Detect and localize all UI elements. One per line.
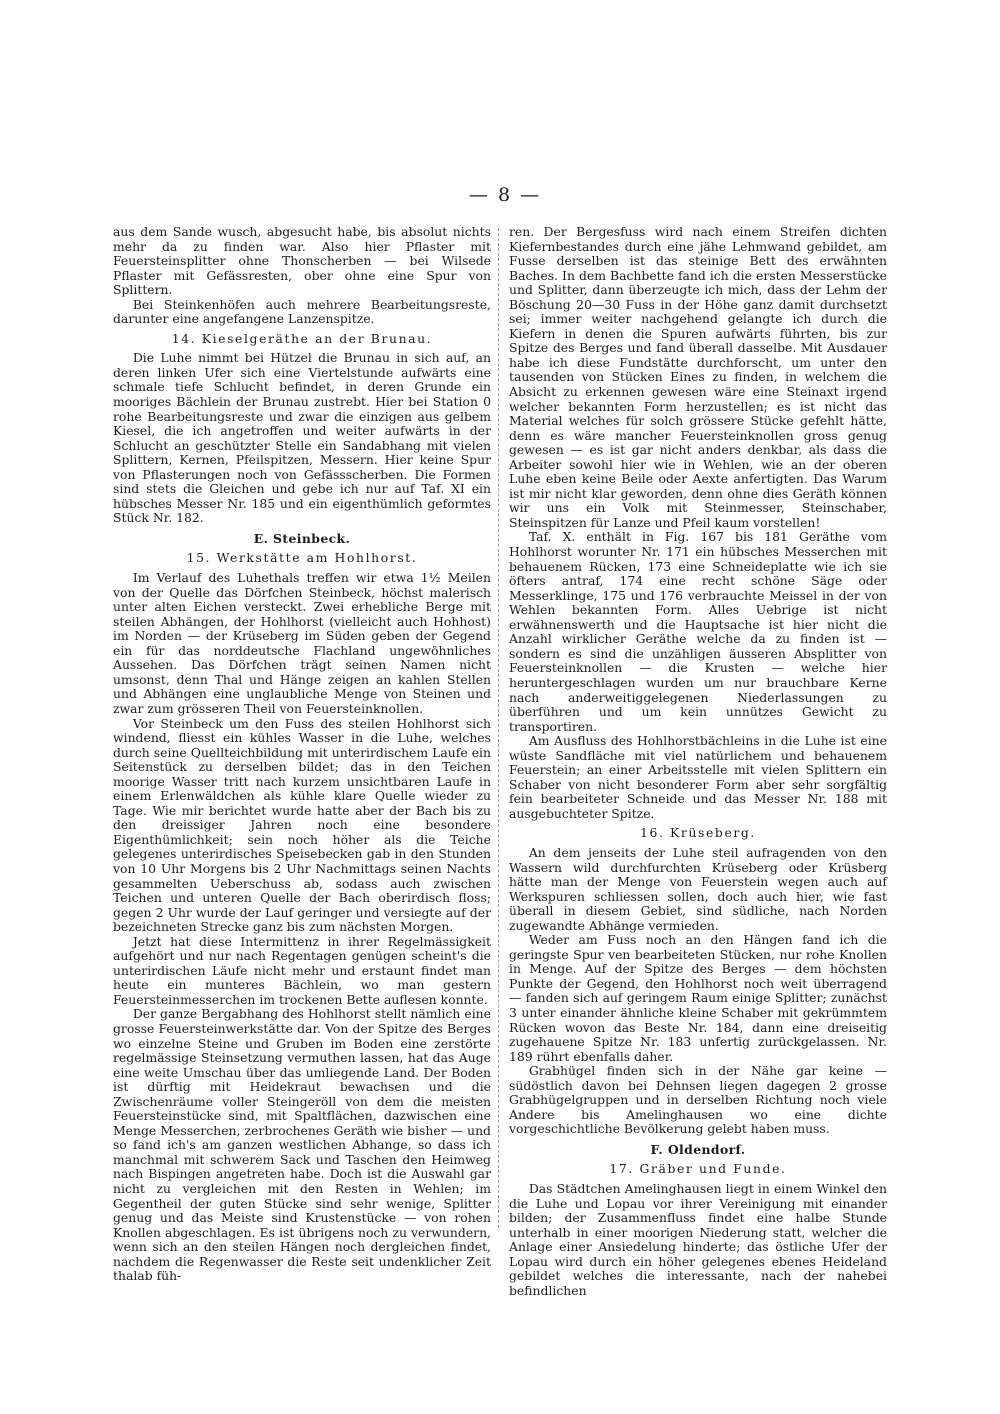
chapter-heading: E. Steinbeck. (253, 530, 351, 546)
left-column (113, 225, 491, 1284)
section-heading: 16. Krüseberg. (640, 825, 756, 841)
page-number: — 8 — (468, 184, 542, 206)
paragraph: Der ganze Bergabhang des Hohlhorst stellt nämlich eine grosse Feuersteinwerkstätte dar. Von der Spitze des Berges wo einzelne Steine und Gruben im Boden eine zerstörte regelmässige Steinsetzung vermuthen lassen, hat das Auge eine weite Umschau über das umliegende Land. Der Boden ist dürftig mit Heidekraut bewachsen und die Zwischenräume voller Steingeröll von dem die meisten Feuersteinstücke sind, mit Spaltflächen, dazwischen eine Menge Messerchen, zerbrochenes Geräth wie bisher — und so fand ich's am ganzen westlichen Abhange, so dass ich manchmal mit schwerem Sack und Taschen den Heimweg nach Bispingen angetreten habe. Doch ist die Auswahl gar nicht zu vergleichen mit den Resten in Wehlen; im Gegentheil der guten Stücke sind sehr wenige, Splitter genug und das Meiste sind Krustenstücke — von rohen Knollen abgeschlagen. Es ist übrigens noch zu verwundern, wenn sich an den steilen Hängen noch dergleichen findet, nachdem die Regenwasser die Reste seit undenklicher Zeit thalab füh- (113, 1006, 491, 1284)
right-column (509, 225, 887, 1298)
paragraph: Taf. X. enthält in Fig. 167 bis 181 Geräthe vom Hohlhorst worunter Nr. 171 ein hübsches Messerchen mit behauenem Rücken, 173 eine Schneideplatte wie ich sie öfters antraf, 174 eine recht schöne Säge oder Messerklinge, 175 und 176 verbrauchte Meissel in der von Wehlen bekannten Form. Alles Uebrige ist nicht erwähnenswerth und die Hauptsache ist hier nicht die Anzahl wirklicher Geräthe welche da zu finden ist — sondern es sind die unzähligen äusseren Absplitter von Feuersteinknollen — die Krusten — welche hier heruntergeschlagen wurden um nur brauchbare Kerne nach anderweitiggelegenen Niederlassungen zu überführen und um kein unnützes Gewicht zu transportiren. (509, 529, 887, 734)
paragraph: Das Städtchen Amelinghausen liegt in einem Winkel den die Luhe und Lopau vor ihrer Vereinigung mit einander bilden; der Zusammenfluss findet eine halbe Stunde unterhalb in einer moorigen Niederung statt, welcher die Anlage einer Ansiedelung hinderte; das östliche Ufer der Lopau wird durch ein höher gelegenes ebenes Heideland gebildet welches die interessante, nach der nahebei befindlichen (509, 1181, 887, 1298)
paragraph: aus dem Sande wusch, abgesucht habe, bis absolut nichts mehr da zu finden war. Also hier Pflaster mit Feuersteinsplitter ohne Thonscherben — bei Wilsede Pflaster mit Gefässresten, ober ohne eine Spur von Splittern. (113, 224, 491, 298)
paragraph: Jetzt hat diese Intermittenz in ihrer Regelmässigkeit aufgehört und nur nach Regentagen genügen scheint's die unterirdischen Läufe nicht mehr und erstaunt findet man heute ein munteres Bächlein, wo man gestern Feuersteinmesserchen im trockenen Bette auflesen konnte. (113, 933, 491, 1007)
chapter-heading: F. Oldendorf. (650, 1141, 746, 1157)
section-heading: 17. Gräber und Funde. (609, 1161, 787, 1177)
paragraph: Im Verlauf des Luhethals treffen wir etwa 1½ Meilen von der Quelle das Dörfchen Steinbeck, höchst malerisch unter alten Eichen versteckt. Zwei erhebliche Berge mit steilen Abhängen, der Hohlhorst (vielleicht auch Hohhost) im Norden — der Krüseberg im Süden geben der Gegend ein für das norddeutsche Flachland ungewöhnliches Aussehen. Das Dörfchen trägt seinen Namen nicht umsonst, denn Thal und Hänge zeigen an kahlen Stellen und Abhängen eine unglaubliche Menge von Steinen und zwar zum grösseren Theil von Feuersteinknollen. (113, 570, 491, 716)
paragraph: Vor Steinbeck um den Fuss des steilen Hohlhorst sich windend, fliesst ein kühles Wasser in die Luhe, welches durch seine Quellteichbildung mit unterirdischem Laufe ein Seitenstück zu derselben bildet; das in den Teichen moorige Wasser tritt nach kurzem unsichtbaren Laufe in einem Erlenwäldchen als kühle klare Quelle wieder zu Tage. Wie mir berichtet wurde hatte aber der Bach bis zu den dreissiger Jahren noch eine besondere Eigenthümlichkeit; sein noch höher als die Teiche gelegenes unterirdisches Speisebecken gab in den Stunden von 10 Uhr Morgens bis 2 Uhr Nachmittags seinen Nachts gesammelten Ueberschuss ab, sodass auch zwischen Teichen und unteren Quelle der Bach oberirdisch floss; gegen 2 Uhr wurde der Lauf geringer und versiegte auf der bezeichneten Strecke ganz bis zum nächsten Morgen. (113, 715, 491, 935)
paragraph: Grabhügel finden sich in der Nähe gar keine — südöstlich davon bei Dehnsen liegen dagegen 2 grosse Grabhügelgruppen und in derselben Richtung noch viele Andere bis Amelinghausen wo eine dichte vorgeschichtliche Bevölkerung gelebt haben muss. (509, 1063, 887, 1137)
paragraph: An dem jenseits der Luhe steil aufragenden von den Wassern wild durchfurchten Krüseberg oder Krüsberg hätte man der Menge von Feuerstein wegen auch auf Werkspuren schliessen sollen, doch auch hier, wie fast überall in diesem Gebiet, sind südliche, nach Norden zugewandte Abhänge vermieden. (509, 844, 887, 933)
paragraph: ren. Der Bergesfuss wird nach einem Streifen dichten Kiefernbestandes durch eine jähe Lehmwand gebildet, am Fusse derselben ist das steinige Bett des erwähnten Baches. In dem Bachbette fand ich die ersten Messerstücke und Splitter, dann überzeugte ich mich, dass der Lehm der Böschung 20—30 Fuss in der Höhe ganz damit durchsetzt sei; immer weiter nachgehend gelangte ich durch die Kiefern in denen die Spuren aufwärts führten, bis zur Spitze des Berges und fand überall dasselbe. Mit Ausdauer habe ich diese Fundstätte durchforscht, um unter den tausenden von Stücken Eines zu finden, in welchem die Absicht zu erkennen gewesen wäre eine Steinaxt irgend welcher bekannten Form herzustellen; es ist nicht das Material welches für solch grössere Stücke gefehlt hätte, denn es wäre mancher Feuersteinknollen gross genug gewesen — es ist gar nicht anders denkbar, als dass die Arbeiter sowohl hier wie in Wehlen, wie an der oberen Luhe eben keine Beile oder Aexte anfertigten. Das Warum ist mir nicht klar geworden, denn ohne dies Geräth können wir uns ein Volk mit Steinmesser, Steinschaber, Steinspitzen für Lanze und Pfeil kaum vorstellen! (509, 224, 887, 530)
column-divider (498, 228, 499, 1228)
section-heading: 14. Kieselgeräthe an der Brunau. (171, 330, 433, 346)
paragraph: Die Luhe nimmt bei Hützel die Brunau in sich auf, an deren linken Ufer sich eine Viertelstunde aufwärts eine schmale tiefe Schlucht befindet, in deren Grunde ein mooriges Bächlein der Brunau zustrebt. Hier bei Station 0 rohe Bearbeitungsreste und zwar die einzigen aus gelbem Kiesel, die ich angetroffen und weiter aufwärts in der Schlucht an geschützter Stelle ein Sandabhang mit vielen Splittern, Kernen, Pfeilspitzen, Messern. Hier keine Spur von Pflasterungen noch von Gefässscherben. Die Formen sind stets die Gleichen und gebe ich nur auf Taf. XI ein hübsches Messer Nr. 185 und ein eigenthümlich geformtes Stück Nr. 182. (113, 350, 491, 526)
paragraph: Weder am Fuss noch an den Hängen fand ich die geringste Spur ven bearbeiteten Stücken, nur rohe Knollen in Menge. Auf der Spitze des Berges — dem höchsten Punkte der Gegend, den Hohlhorst noch weit überragend — fanden sich auf geringem Raum einige Splitter; zunächst 3 unter einander ähnliche kleine Schaber mit gekrümmtem Rücken wovon das Beste Nr. 184, dann eine dreiseitig zugehauene Spitze Nr. 183 unfertig zurückgelassen. Nr. 189 rührt ebenfalls daher. (509, 932, 887, 1064)
paragraph: Bei Steinkenhöfen auch mehrere Bearbeitungsreste, darunter eine angefangene Lanzenspitze. (113, 296, 491, 327)
paragraph: Am Ausfluss des Hohlhorstbächleins in die Luhe ist eine wüste Sandfläche mit viel natürlichem und behauenem Feuerstein; an einer Arbeitsstelle mit vielen Splittern ein Schaber von nicht besonderer Form aber sehr sorgfältig fein bearbeiteter Schneide und das Messer Nr. 188 mit ausgebuchteter Spitze. (509, 733, 887, 821)
section-heading: 15. Werkstätte am Hohlhorst. (186, 550, 418, 566)
